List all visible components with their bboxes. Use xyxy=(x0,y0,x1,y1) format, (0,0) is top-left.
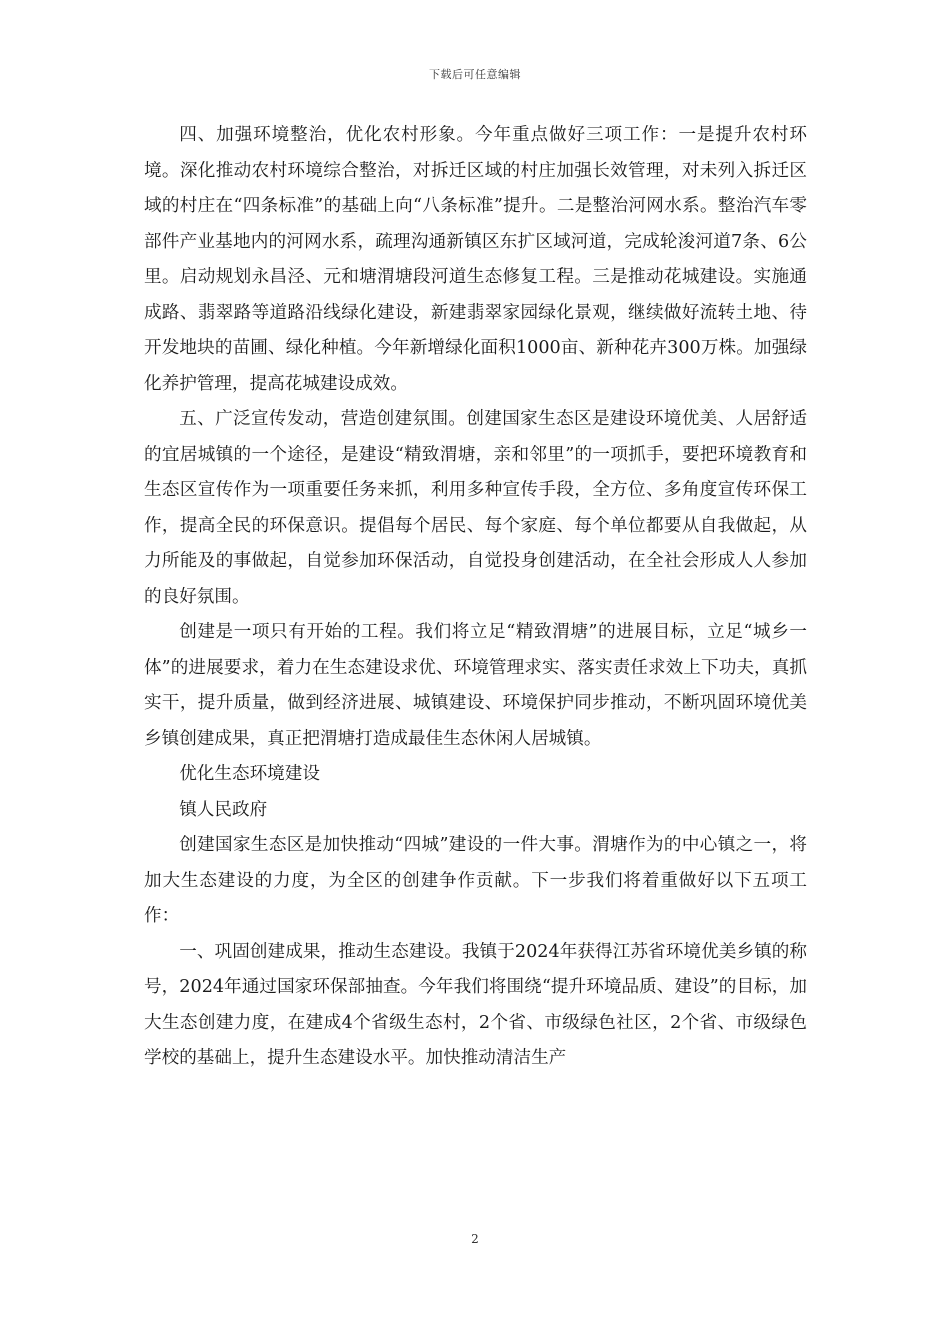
paragraph-consolidate-results: 一、巩固创建成果，推动生态建设。我镇于2024年获得江苏省环境优美乡镇的称号，2024年通过国家环保部抽查。今年我们将围绕“提升环境品质、建设”的目标，加大生态创建力度，在建成4个省级生态村，2个省、市级绿色社区，2个省、市级绿色学校的基础上，提升生态建设水平。加快推动清洁生产 xyxy=(144,941,807,1068)
paragraph-publicity: 五、广泛宣传发动，营造创建氛围。创建国家生态区是建设环境优美、人居舒适的宜居城镇的一个途径，是建设“精致渭塘，亲和邻里”的一项抓手，要把环境教育和生态区宣传作为一项重要任务来抓，利用多种宣传手段，全方位、多角度宣传环保工作，提高全民的环保意识。提倡每个居民、每个家庭、每个单位都要从自我做起，从力所能及的事做起，自觉参加环保活动，自觉投身创建活动，在全社会形成人人参加的良好氛围。 xyxy=(144,409,807,607)
paragraph-conclusion: 创建是一项只有开始的工程。我们将立足“精致渭塘”的进展目标，立足“城乡一体”的进展要求，着力在生态建设求优、环境管理求实、落实责任求效上下功夫，真抓实干，提升质量，做到经济进展、城镇建设、环境保护同步推动，不断巩固环境优美乡镇创建成果，真正把渭塘打造成最佳生态休闲人居城镇。 xyxy=(144,622,807,749)
paragraph-introduction: 创建国家生态区是加快推动“四城”建设的一件大事。渭塘作为的中心镇之一，将加大生态建设的力度，为全区的创建争作贡献。下一步我们将着重做好以下五项工作： xyxy=(144,835,807,926)
paragraph-strengthen-environment: 四、加强环境整治，优化农村形象。今年重点做好三项工作：一是提升农村环境。深化推动农村环境综合整治，对拆迁区域的村庄加强长效管理，对未列入拆迁区域的村庄在“四条标准”的基础上向“八条标准”提升。二是整治河网水系。整治汽车零部件产业基地内的河网水系，疏理沟通新镇区东扩区域河道，完成轮浚河道7条、6公里。启动规划永昌泾、元和塘渭塘段河道生态修复工程。三是推动花城建设。实施通成路、翡翠路等道路沿线绿化建设，新建翡翠家园绿化景观，继续做好流转土地、待开发地块的苗圃、绿化种植。今年新增绿化面积1000亩、新种花卉300万株。加强绿化养护管理，提高花城建设成效。 xyxy=(144,125,807,394)
page-number: 2 xyxy=(471,1232,479,1246)
section-title: 优化生态环境建设 xyxy=(179,764,320,784)
section-author: 镇人民政府 xyxy=(179,799,268,820)
document-body xyxy=(144,118,807,1077)
page-header: 下载后可任意编辑 xyxy=(429,68,521,81)
